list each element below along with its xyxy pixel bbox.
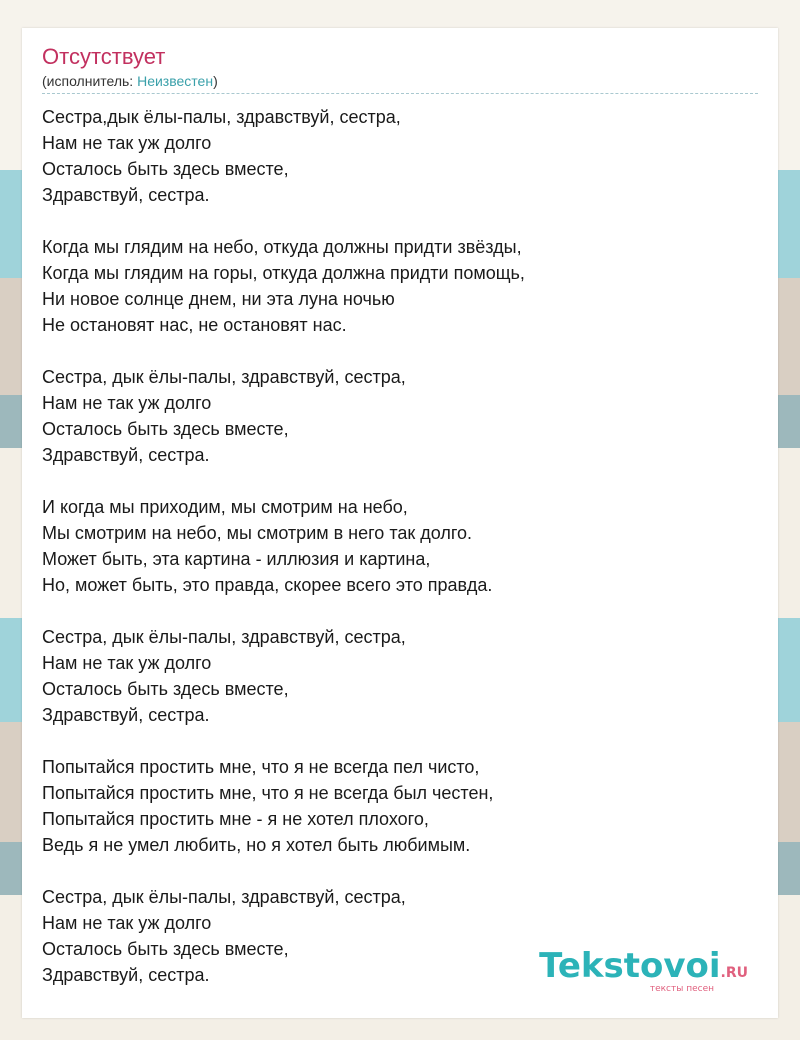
lyrics-line: Нам не так уж долго [42,653,212,673]
lyrics-line: Нам не так уж долго [42,133,212,153]
logo-subtitle: тексты песен [649,984,714,994]
lyrics-line: Осталось быть здесь вместе, [42,419,289,439]
lyrics-stanza [42,104,758,208]
lyrics-body [42,104,758,1014]
lyrics-line: Сестра, дык ёлы-палы, здравствуй, сестра, [42,627,406,647]
lyrics-line: И когда мы приходим, мы смотрим на небо, [42,497,408,517]
lyrics-line: Здравствуй, сестра. [42,965,210,985]
logo-tld: .RU [720,965,748,981]
artist-line [42,72,758,90]
lyrics-line: Здравствуй, сестра. [42,705,210,725]
lyrics-line: Осталось быть здесь вместе, [42,159,289,179]
lyrics-stanza [42,494,758,598]
lyrics-line: Осталось быть здесь вместе, [42,679,289,699]
lyrics-stanza [42,754,758,858]
lyrics-line: Осталось быть здесь вместе, [42,939,289,959]
lyrics-line: Попытайся простить мне - я не хотел плохого, [42,809,429,829]
artist-link[interactable]: Неизвестен [137,73,214,89]
lyrics-line: Когда мы глядим на горы, откуда должна придти помощь, [42,263,525,283]
lyrics-card [22,28,778,1018]
lyrics-line: Попытайся простить мне, что я не всегда пел чисто, [42,757,480,777]
lyrics-line: Сестра,дык ёлы-палы, здравствуй, сестра, [42,107,401,127]
lyrics-stanza [42,364,758,468]
lyrics-line: Когда мы глядим на небо, откуда должны придти звёзды, [42,237,522,257]
lyrics-line: Мы смотрим на небо, мы смотрим в него так долго. [42,523,473,543]
lyrics-line: Не остановят нас, не остановят нас. [42,315,347,335]
artist-suffix: ) [213,73,218,89]
lyrics-line: Здравствуй, сестра. [42,185,210,205]
site-logo[interactable] [539,946,748,994]
lyrics-line: Попытайся простить мне, что я не всегда был честен, [42,783,494,803]
lyrics-line: Ведь я не умел любить, но я хотел быть любимым. [42,835,471,855]
lyrics-line: Здравствуй, сестра. [42,445,210,465]
lyrics-line: Сестра, дык ёлы-палы, здравствуй, сестра, [42,367,406,387]
lyrics-line: Ни новое солнце днем, ни эта луна ночью [42,289,395,309]
lyrics-line: Нам не так уж долго [42,393,212,413]
artist-prefix: (исполнитель: [42,73,138,89]
lyrics-line: Но, может быть, это правда, скорее всего это правда. [42,575,493,595]
logo-wordmark: Tekstovoi [539,946,721,986]
song-title: Отсутствует [42,44,166,69]
lyrics-line: Может быть, эта картина - иллюзия и картина, [42,549,431,569]
lyrics-line: Сестра, дык ёлы-палы, здравствуй, сестра, [42,887,406,907]
lyrics-line: Нам не так уж долго [42,913,212,933]
lyrics-stanza [42,234,758,338]
lyrics-stanza [42,624,758,728]
song-header [42,42,758,94]
